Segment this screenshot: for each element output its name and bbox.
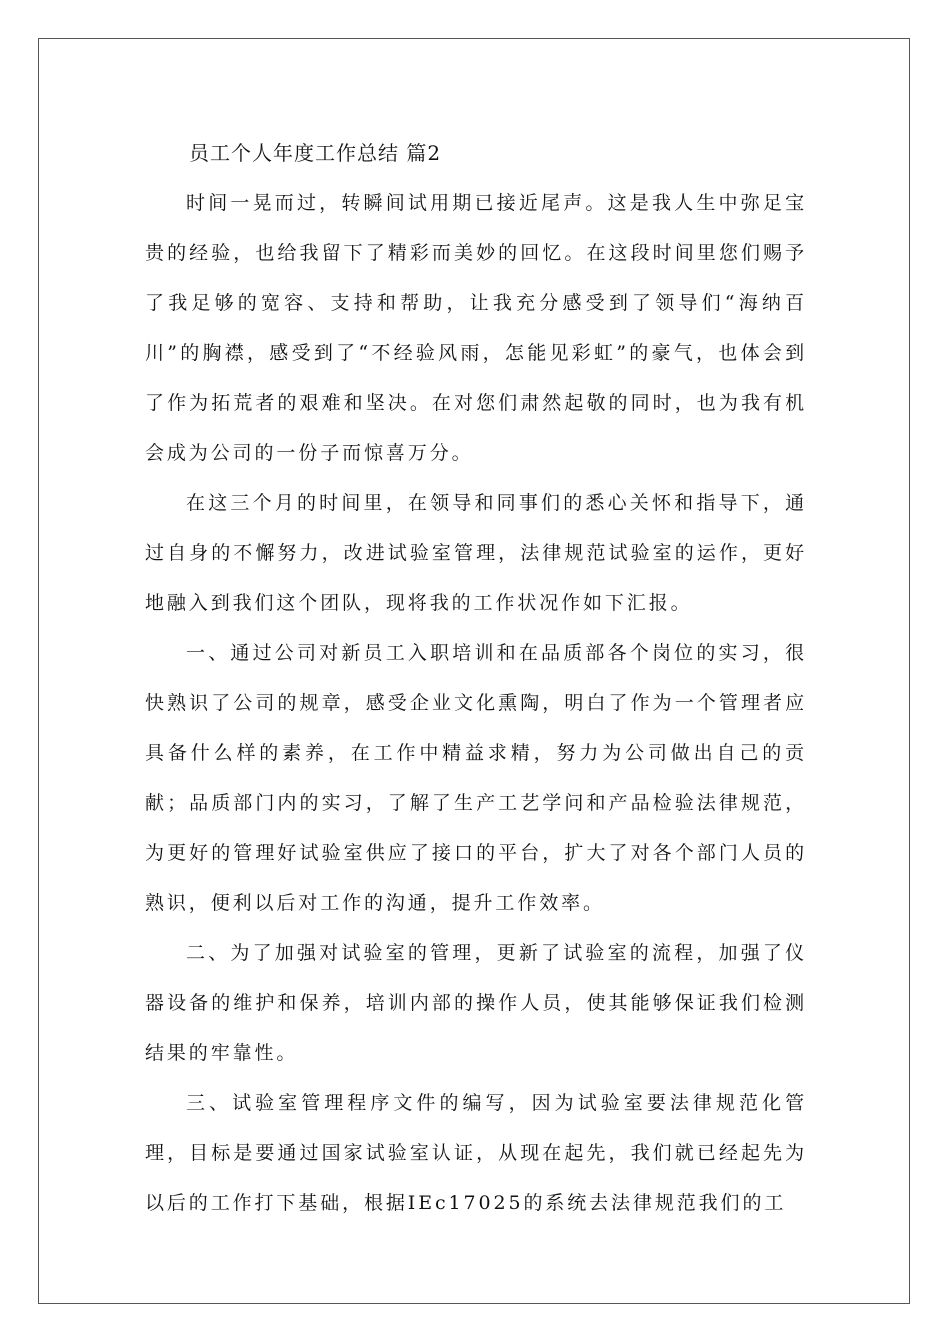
paragraph-item-2: 二、为了加强对试验室的管理，更新了试验室的流程，加强了仪器设备的维护和保养，培训内部的操作人员，使其能够保证我们检测结果的牢靠性。 [145, 942, 807, 1064]
paragraph-overview: 在这三个月的时间里，在领导和同事们的悉心关怀和指导下，通过自身的不懈努力，改进试验室管理，法律规范试验室的运作，更好地融入到我们这个团队，现将我的工作状况作如下汇报。 [145, 492, 807, 614]
paragraph-intro: 时间一晃而过，转瞬间试用期已接近尾声。这是我人生中弥足宝贵的经验，也给我留下了精彩而美妙的回忆。在这段时间里您们赐予了我足够的宽容、支持和帮助，让我充分感受到了领导们“海纳百川”的胸襟，感受到了“不经验风雨，怎能见彩虹”的豪气，也体会到了作为拓荒者的艰难和坚决。在对您们肃然起敬的同时，也为我有机会成为公司的一份子而惊喜万分。 [145, 192, 807, 464]
document-title: 员工个人年度工作总结 篇2 [189, 141, 442, 165]
document-body [145, 128, 807, 1228]
paragraph-item-1: 一、通过公司对新员工入职培训和在品质部各个岗位的实习，很快熟识了公司的规章，感受企业文化熏陶，明白了作为一个管理者应具备什么样的素养，在工作中精益求精，努力为公司做出自己的贡献；品质部门内的实习，了解了生产工艺学问和产品检验法律规范，为更好的管理好试验室供应了接口的平台，扩大了对各个部门人员的熟识，便利以后对工作的沟通，提升工作效率。 [145, 642, 807, 914]
paragraph-item-3: 三、试验室管理程序文件的编写，因为试验室要法律规范化管理，目标是要通过国家试验室认证，从现在起先，我们就已经起先为以后的工作打下基础，根据IEc17025的系统去法律规范我们的工 [145, 1092, 807, 1214]
